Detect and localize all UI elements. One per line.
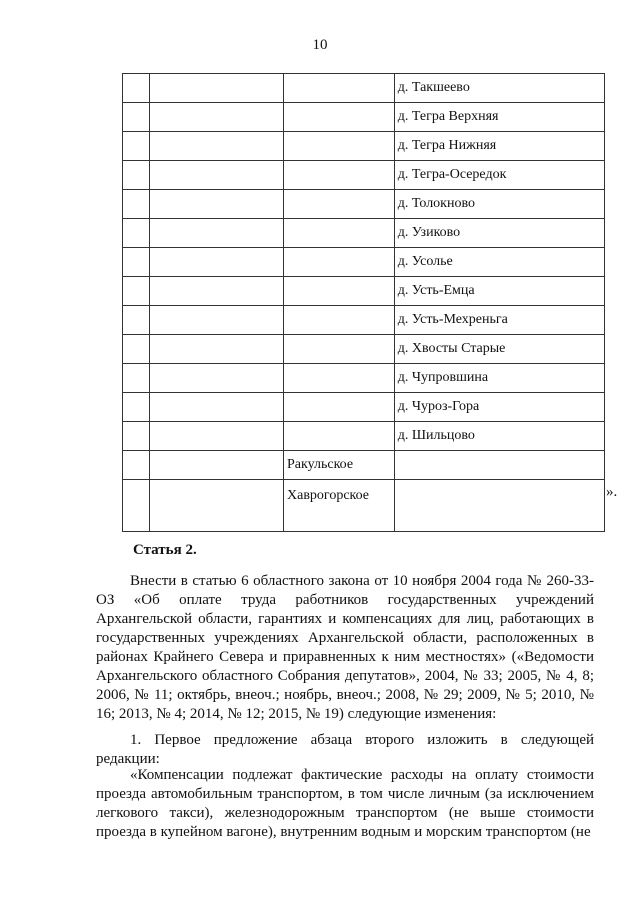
table-cell-col3	[284, 248, 395, 277]
table-cell-col2	[149, 451, 283, 480]
table-cell-col2	[149, 393, 283, 422]
table-cell-col2	[149, 103, 283, 132]
page-number: 10	[312, 37, 328, 53]
table-row	[123, 74, 605, 103]
table-cell-col4: д. Усть-Мехреньга	[394, 306, 604, 335]
table-cell-col3	[284, 219, 395, 248]
amendment-quote	[96, 766, 594, 842]
table-row	[123, 393, 605, 422]
table-cell-col3	[284, 74, 395, 103]
table-cell-col4: д. Тегра Нижняя	[394, 132, 604, 161]
amendment-item-1	[96, 731, 594, 769]
article-heading: Статья 2.	[133, 542, 197, 558]
table-cell-col2	[149, 74, 283, 103]
table-cell-col3	[284, 103, 395, 132]
table-cell-col4: д. Такшеево	[394, 74, 604, 103]
table-cell-col1	[123, 335, 150, 364]
table-closing-mark: ».	[606, 484, 618, 500]
table-cell-col3	[284, 132, 395, 161]
table-cell-col1	[123, 103, 150, 132]
table-cell-col3: Ракульское	[284, 451, 395, 480]
table-cell-col4: д. Тегра Верхняя	[394, 103, 604, 132]
table-cell-col2	[149, 248, 283, 277]
table-cell-col4	[394, 480, 604, 532]
table-cell-col4: д. Шильцово	[394, 422, 604, 451]
table-cell-col4: д. Усть-Емца	[394, 277, 604, 306]
table-cell-col3	[284, 190, 395, 219]
table-cell-col3	[284, 364, 395, 393]
table-cell-col3	[284, 393, 395, 422]
table-cell-col1	[123, 132, 150, 161]
table-row	[123, 422, 605, 451]
table-cell-col1	[123, 219, 150, 248]
table-cell-col1	[123, 306, 150, 335]
table-cell-col3	[284, 335, 395, 364]
table-cell-col1	[123, 161, 150, 190]
settlements-table	[122, 73, 605, 532]
table-cell-col2	[149, 364, 283, 393]
table-row	[123, 306, 605, 335]
table-row	[123, 190, 605, 219]
table-row	[123, 364, 605, 393]
table-cell-col1	[123, 364, 150, 393]
table-cell-col4: д. Чуроз-Гора	[394, 393, 604, 422]
table-row	[123, 480, 605, 532]
table-cell-col4: д. Толокново	[394, 190, 604, 219]
table-row	[123, 451, 605, 480]
table-cell-col4	[394, 451, 604, 480]
table-cell-col4: д. Узиково	[394, 219, 604, 248]
table-cell-col2	[149, 161, 283, 190]
table-row	[123, 335, 605, 364]
table-cell-col3	[284, 306, 395, 335]
table-cell-col2	[149, 132, 283, 161]
table-row	[123, 277, 605, 306]
table-cell-col1	[123, 393, 150, 422]
table-row	[123, 132, 605, 161]
table-cell-col2	[149, 422, 283, 451]
table-row	[123, 248, 605, 277]
table-cell-col4: д. Хвосты Старые	[394, 335, 604, 364]
table-cell-col2	[149, 219, 283, 248]
table-cell-col3: Хаврогорское	[284, 480, 395, 532]
table-cell-col3	[284, 161, 395, 190]
table-row	[123, 219, 605, 248]
table-cell-col2	[149, 190, 283, 219]
table-cell-col4: д. Усолье	[394, 248, 604, 277]
table-row	[123, 103, 605, 132]
table-cell-col4: д. Чупровшина	[394, 364, 604, 393]
table-cell-col1	[123, 422, 150, 451]
table-cell-col2	[149, 480, 283, 532]
amendment-quote-text: «Компенсации подлежат фактические расходы на оплату стоимости проезда автомобильным транспортом, в том числе личным (за исключением легкового такси), железнодорожным транспортом (не выше стоимости проезда в купейном вагоне), внутренним водным и морским транспортом (не	[96, 767, 594, 840]
table-cell-col3	[284, 422, 395, 451]
table-cell-col2	[149, 306, 283, 335]
table-cell-col1	[123, 451, 150, 480]
table-cell-col2	[149, 335, 283, 364]
table-row	[123, 161, 605, 190]
table-cell-col4: д. Тегра-Осередок	[394, 161, 604, 190]
article-intro-paragraph	[96, 572, 594, 724]
table-cell-col1	[123, 74, 150, 103]
table-cell-col1	[123, 480, 150, 532]
table-cell-col1	[123, 248, 150, 277]
table-cell-col2	[149, 277, 283, 306]
table-cell-col1	[123, 190, 150, 219]
amendment-item-1-text: 1. Первое предложение абзаца второго изложить в следующей редакции:	[96, 732, 594, 767]
table-cell-col1	[123, 277, 150, 306]
article-intro-text: Внести в статью 6 областного закона от 10 ноября 2004 года № 260-33-ОЗ «Об оплате труда работников государственных учреждений Архангельской области, гарантиях и компенсациях для лиц, работающих в государственных учреждениях Архангельской области, расположенных в районах Крайнего Севера и приравненных к ним местностях» («Ведомости Архангельского областного Собрания депутатов», 2004, № 33; 2005, № 4, 8; 2006, № 11; октябрь, внеоч.; ноябрь, внеоч.; 2008, № 29; 2009, № 5; 2010, № 16; 2013, № 4; 2014, № 12; 2015, № 19) следующие изменения:	[96, 573, 594, 722]
table-cell-col3	[284, 277, 395, 306]
